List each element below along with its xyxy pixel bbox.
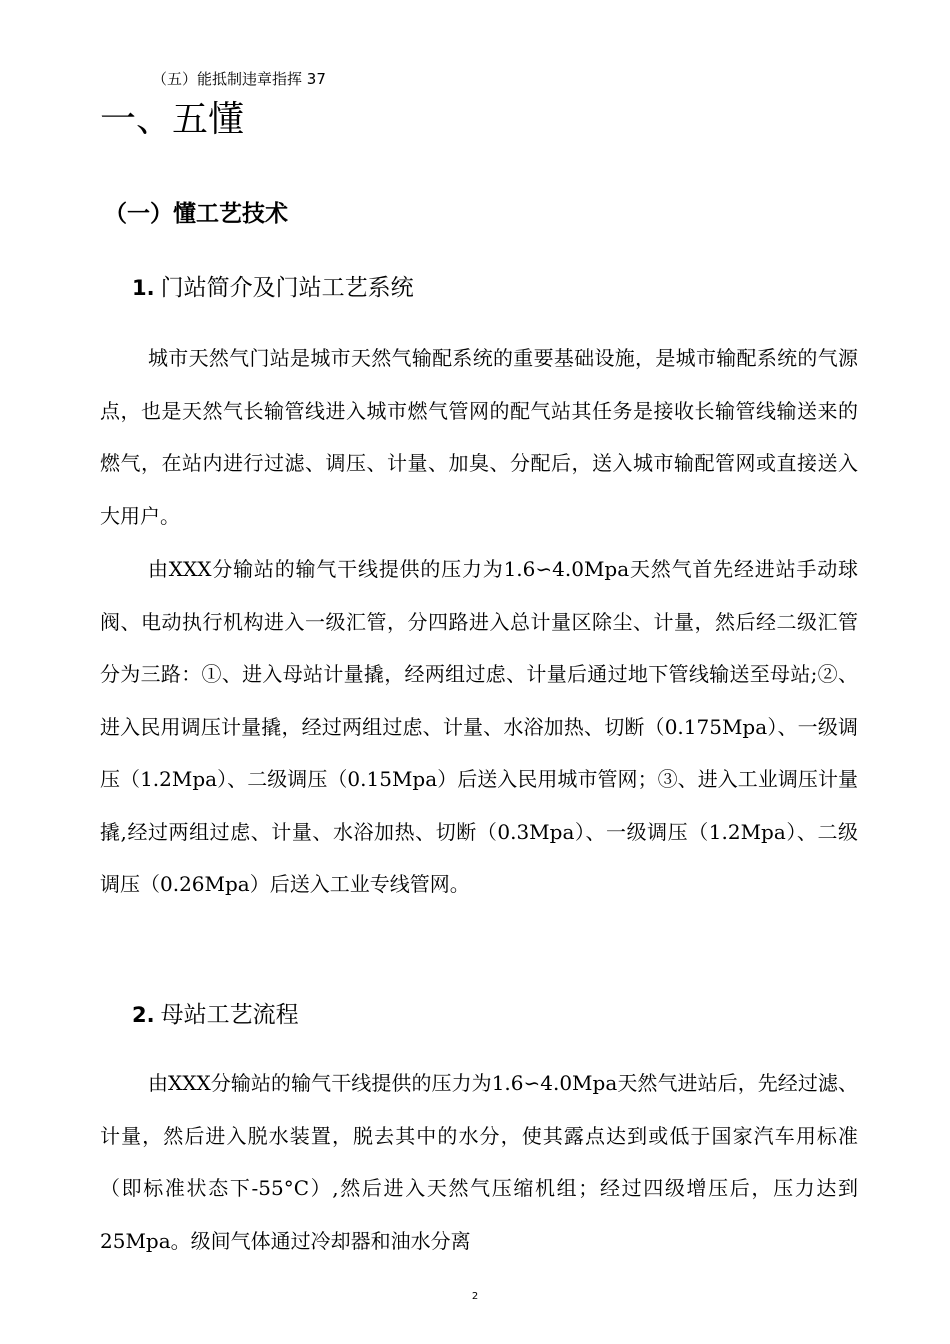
paragraph-intro: 城市天然气门站是城市天然气输配系统的重要基础设施，是城市输配系统的气源点，也是天然气长输管线进入城市燃气管网的配气站其任务是接收长输管线输送来的燃气，在站内进行过滤、调压、计量、加臭、分配后，送入城市输配管网或直接送入大用户。: [100, 346, 858, 528]
heading-text: 母站工艺流程: [160, 1002, 299, 1028]
heading-text: 门站简介及门站工艺系统: [160, 275, 414, 301]
heading-number: 1.: [132, 276, 155, 300]
heading-number: 2.: [132, 1003, 155, 1027]
paragraph-mother-station: 由XXX分输站的输气干线提供的压力为1.6∽4.0Mpa天然气进站后，先经过滤、计量，然后进入脱水装置，脱去其中的水分，使其露点达到或低于国家汽车用标准（即标准状态下-55°C）,然后进入天然气压缩机组；经过四级增压后，压力达到25Mpa。级间气体通过冷却器和油水分离: [100, 1071, 858, 1253]
section-title: 一、五懂: [100, 99, 245, 140]
subsection-title: （一）懂工艺技术: [104, 201, 288, 227]
heading-gate-station: [132, 271, 414, 305]
heading-mother-station: [132, 998, 299, 1032]
paragraph-process: 由XXX分输站的输气干线提供的压力为1.6∽4.0Mpa天然气首先经进站手动球阀、电动执行机构进入一级汇管，分四路进入总计量区除尘、计量，然后经二级汇管分为三路：①、进入母站计量撬，经两组过虑、计量后通过地下管线输送至母站;②、进入民用调压计量撬，经过两组过虑、计量、水浴加热、切断（0.175Mpa）、一级调压（1.2Mpa）、二级调压（0.15Mpa）后送入民用城市管网；③、进入工业调压计量撬,经过两组过虑、计量、水浴加热、切断（0.3Mpa）、一级调压（1.2Mpa）、二级调压（0.26Mpa）后送入工业专线管网。: [100, 557, 858, 896]
page-number: 2: [471, 1291, 479, 1302]
toc-entry: （五）能抵制违章指挥 37: [152, 70, 326, 88]
